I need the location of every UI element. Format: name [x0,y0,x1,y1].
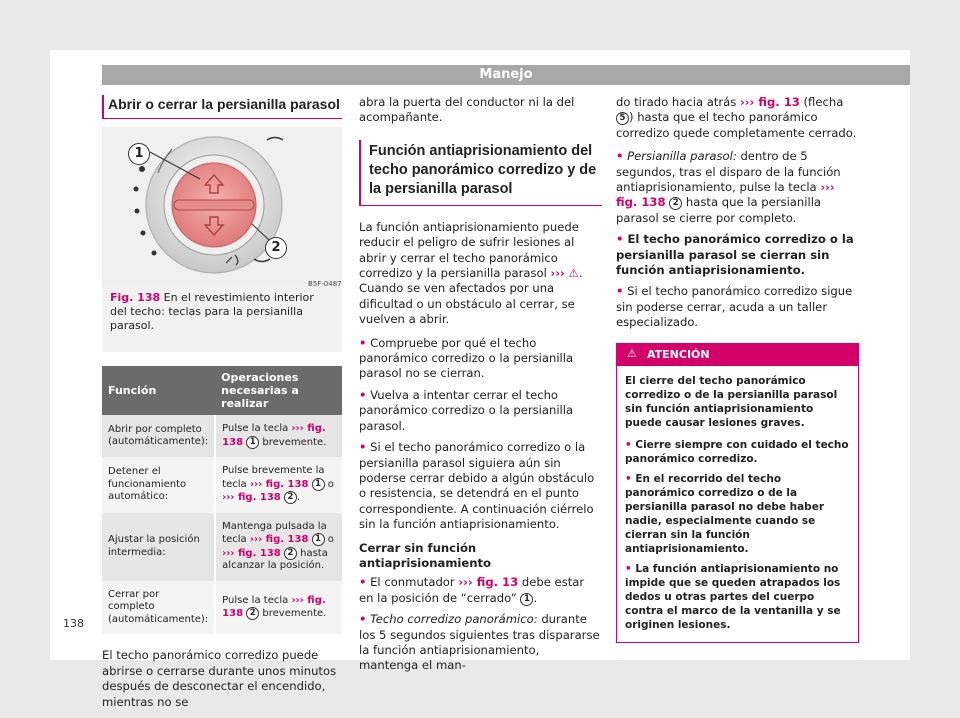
paragraph: El techo panorámico corredizo puede abrirse o cerrarse durante unos minutos después de desconectar el encendido, mientras no se [102,648,337,709]
table-cell-operation: Pulse brevemente la tecla ››› fig. 138 1 o ››› fig. 138 2 . [215,457,342,513]
subsection-title: Función antiaprisionamiento del techo panorámico corredizo y de la persianilla parasol [359,140,602,206]
table-row [102,581,342,635]
section-title: Abrir o cerrar la persianilla parasol [102,95,342,119]
callout-number: 1 [312,478,325,491]
paragraph-continued: abra la puerta del conductor ni la del acompañante. [359,95,575,125]
callout-number: 1 [246,436,259,449]
callout-number: 2 [669,197,682,210]
figure-link[interactable]: ››› fig. 138 [616,180,835,210]
table-header-operations: Operaciones necesarias a realizar [215,366,342,415]
middle-column [359,95,602,680]
paragraph-continued: do tirado hacia atrás ››› fig. 13 (flecha 5 ) hasta que el techo panorámico corredizo quede completamente cerrado. [616,95,857,140]
figure-138 [102,127,342,352]
warning-intro: El cierre del techo panorámico corredizo o de la persianilla parasol sin función antiaprisionamiento puede causar lesiones graves. [625,374,838,429]
callout-number: 1 [312,533,325,546]
list-item: • Si el techo panorámico corredizo sigue sin poderse cerrar, acuda a un taller especializado. [616,284,853,330]
figure-caption [102,287,342,341]
list-item: • El techo panorámico corredizo o la persianilla parasol se cierran sin función antiaprisionamiento. [616,232,854,278]
table-cell-function: Detener el funcionamiento automático: [102,457,215,513]
warning-box [616,343,859,643]
table-cell-function: Cerrar por completo (automáticamente): [102,581,215,635]
callout-number: 2 [246,607,259,620]
warning-item: • La función antiaprisionamiento no impide que se queden atrapados los dedos u otras partes del cuerpo contra el marco de la ventanilla y se originen lesiones. [625,562,841,631]
table-cell-operation: Mantenga pulsada la tecla ››› fig. 138 1 o ››› fig. 138 2 hasta alcanzar la posición. [215,513,342,581]
subheading: Cerrar sin función antiaprisionamiento [359,540,492,570]
warning-link[interactable]: ››› [550,266,565,281]
chapter-header: Manejo [102,65,910,85]
list-item: • Si el techo panorámico corredizo o la persianilla parasol siguiera aún sin poderse cerrar debido a algún obstáculo o resistencia, se detendrá en el punto correspondiente. A continuación ciérrelo sin la función antiaprisionamiento. [359,440,595,532]
right-column [616,95,859,643]
warning-body [617,366,858,642]
table-cell-operation: Pulse la tecla ››› fig. 138 1 brevemente. [215,415,342,457]
left-column [102,95,342,718]
figure-link[interactable]: ››› fig. 138 [222,492,281,504]
table-row [102,513,342,581]
warning-item: • En el recorrido del techo panorámico corredizo o de la persianilla parasol no debe haber nadie, especialmente cuando se cierran sin la función antiaprisionamiento. [625,472,824,555]
warning-item: • Cierre siempre con cuidado el techo panorámico corredizo. [625,438,849,465]
figure-link[interactable]: ››› fig. 138 [222,423,326,448]
callout-number: 2 [284,547,297,560]
figure-link[interactable]: ››› fig. 138 [222,594,326,620]
figure-link[interactable]: ››› fig. 138 [249,534,309,546]
list-item: • Techo corredizo panorámico: durante los 5 segundos siguientes tras dispararse la función antiaprisionamiento, mantenga el man- [359,612,600,673]
figure-link[interactable]: ››› fig. 13 [458,575,519,590]
figure-caption-text: En el revestimiento interior del techo: teclas para la persianilla parasol. [110,291,314,333]
table-row [102,415,342,457]
callout-2: 2 [265,237,287,259]
list-item: • El conmutador ››› fig. 13 debe estar en la posición de “cerrado” 1 . [359,575,585,605]
callout-number: 5 [616,112,629,125]
operations-table [102,366,342,634]
callout-number: 1 [520,593,533,606]
figure-code: B5F-0487 [308,280,342,289]
table-cell-function: Ajustar la posición intermedia: [102,513,215,581]
table-row [102,457,342,513]
table-header-function: Función [102,366,215,415]
warning-triangle-icon: ⚠ [568,266,579,281]
figure-link[interactable]: ››› fig. 138 [249,478,309,490]
page-number: 138 [63,617,84,630]
warning-triangle-icon: ⚠ [627,346,637,360]
table-cell-function: Abrir por completo (automáticamente): [102,415,215,457]
intro-paragraph: La función antiaprisionamiento puede reducir el peligro de sufrir lesiones al abrir y cerrar el techo panorámico corredizo y la persianilla parasol ››› ⚠. Cuando se ven afectados por una dificultad o un obstáculo al cerrar, se vuelven a abrir. [359,219,583,327]
warning-header: ⚠ ATENCIÓN [617,344,858,366]
list-item: • Persianilla parasol: dentro de 5 segundos, tras el disparo de la función antiaprisionamiento, pulse la tecla ››› fig. 138 2 hasta que la persianilla parasol se cierre por completo. [616,149,841,225]
manual-page [50,50,910,709]
table-cell-operation: Pulse la tecla ››› fig. 138 2 brevemente. [215,581,342,635]
list-item: • Vuelva a intentar cerrar el techo panorámico corredizo o la persianilla parasol. [359,387,574,433]
callout-1: 1 [128,143,150,165]
figure-link[interactable]: ››› fig. 13 [740,95,800,109]
figure-link[interactable]: ››› fig. 138 [222,547,281,559]
figure-ref: Fig. 138 [110,291,161,305]
list-item: • Compruebe por qué el techo panorámico corredizo o la persianilla parasol no se cierran. [359,335,574,381]
callout-number: 2 [284,491,297,504]
